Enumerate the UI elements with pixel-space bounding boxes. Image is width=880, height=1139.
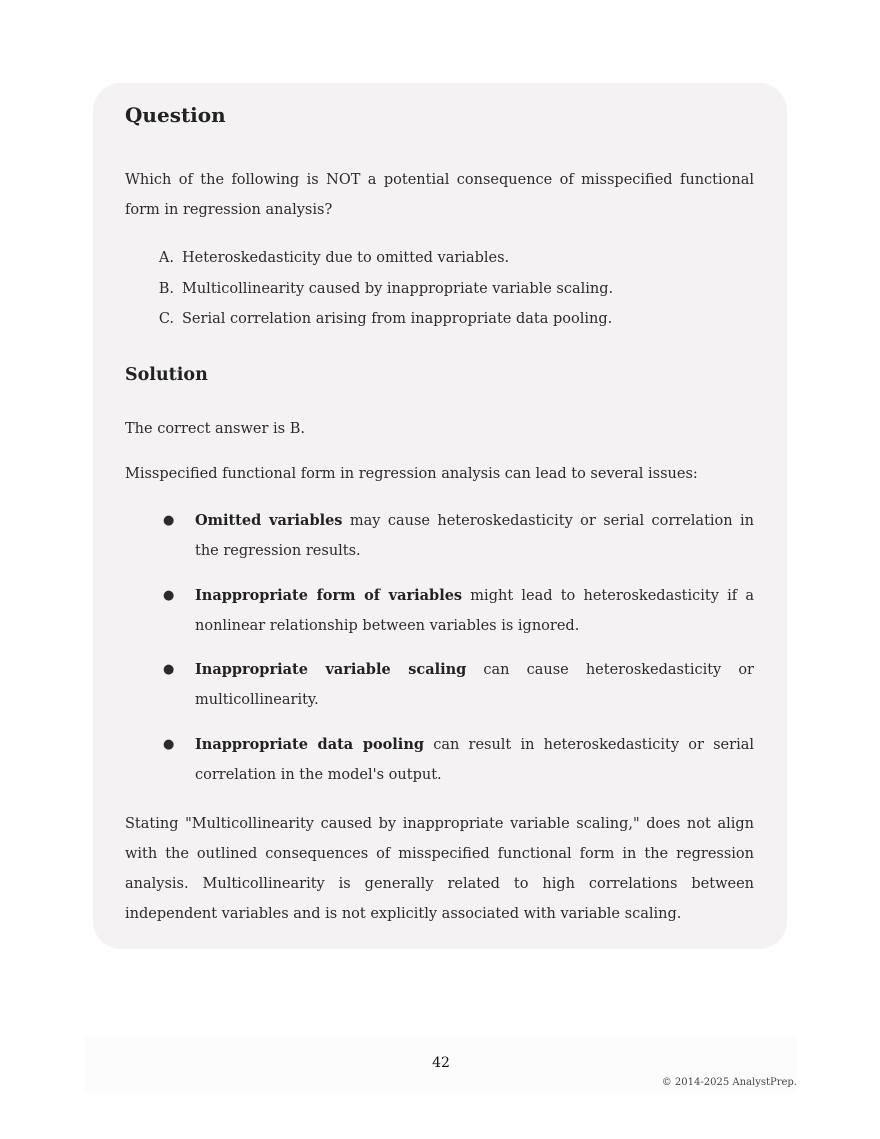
bullet-icon: ● [163,513,175,528]
list-item [125,506,754,566]
issue-term: Inappropriate form of variables [195,586,463,604]
solution-conclusion: Stating "Multicollinearity caused by inappropriate variable scaling," does not align with the outlined consequences of misspecified functional form in the regression analysis. Multicollinearity is generally related to high correlations between independent variables and is not explicitly associated with variable scaling. [125,816,754,922]
list-item [125,655,754,715]
option-letter: C. [158,311,174,327]
copyright-notice: © 2014-2025 AnalystPrep. [661,1077,797,1088]
issue-description: can cause heteroskedasticity or multicollinearity. [195,662,754,708]
page-footer [85,1036,797,1093]
page-number: 42 [432,1055,450,1071]
option-letter: B. [158,280,174,297]
list-item [125,581,754,641]
issues-list [125,506,754,804]
bullet-icon: ● [163,662,175,677]
question-text: Which of the following is NOT a potential consequence of misspecified functional form in regression analysis? [125,172,754,218]
option-text: Serial correlation arising from inappropriate data pooling. [182,311,613,327]
correct-answer: The correct answer is B. [125,421,305,437]
solution-intro: Misspecified functional form in regression analysis can lead to several issues: [125,466,698,482]
question-heading: Question [125,103,226,127]
option-text: Heteroskedasticity due to omitted variables. [182,250,510,266]
solution-heading: Solution [125,365,208,385]
option-letter: A. [158,250,174,266]
issue-term: Omitted variables [195,512,343,529]
issue-description: can result in heteroskedasticity or serial correlation in the model's output. [195,736,754,783]
option-c [125,304,754,335]
issue-term: Inappropriate data pooling [195,735,424,753]
option-text: Multicollinearity caused by inappropriate variable scaling. [182,280,614,297]
option-b [125,274,754,305]
list-item [125,730,754,790]
answer-options [125,243,754,335]
bullet-icon: ● [163,736,175,752]
option-a [125,243,754,274]
issue-term: Inappropriate variable scaling [195,661,467,678]
question-card [93,83,787,949]
issue-description: may cause heteroskedasticity or serial correlation in the regression results. [195,513,754,559]
issue-description: might lead to heteroskedasticity if a nonlinear relationship between variables is ignored. [195,587,754,634]
bullet-icon: ● [163,587,175,603]
